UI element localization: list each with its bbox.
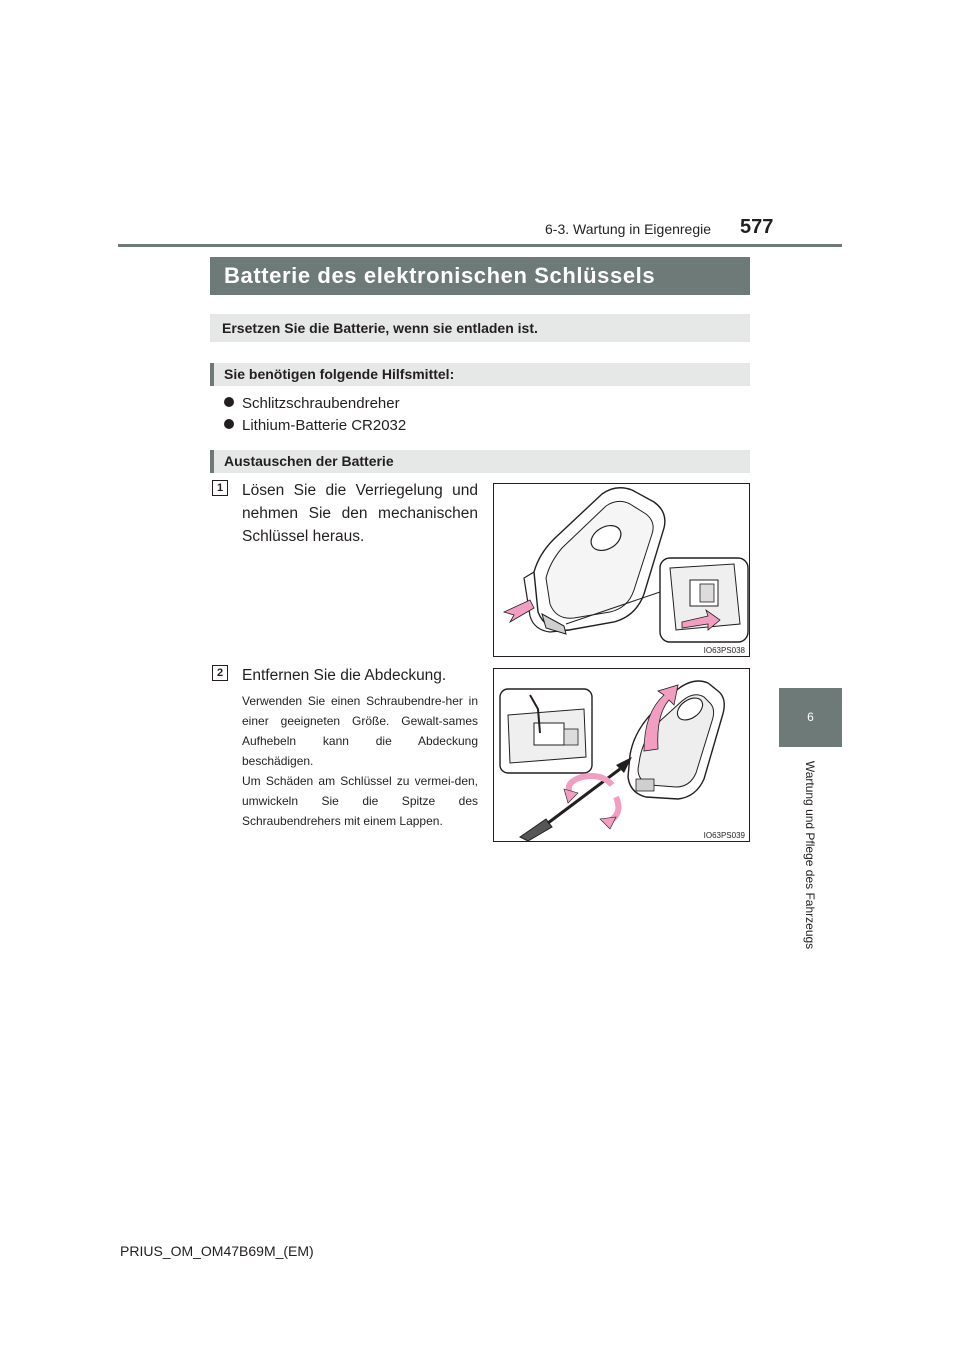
step-instruction: Entfernen Sie die Abdeckung. (242, 667, 447, 684)
replace-heading: Austauschen der Batterie (210, 450, 750, 473)
step-note: Verwenden Sie einen Schraubendre-her in einer geeigneten Größe. Gewalt-sames Aufhebeln kann die Abdeckung beschädigen. (242, 694, 478, 768)
key-unlock-illustration (493, 483, 750, 657)
page-number: 577 (740, 216, 774, 238)
figure-code: IO63PS039 (703, 831, 745, 840)
header-divider (118, 244, 842, 247)
step-number-badge: 2 (212, 665, 228, 681)
screwdriver-drawing (494, 669, 749, 841)
tool-item-label: Schlitzschraubendreher (242, 395, 400, 412)
bullet-icon (224, 419, 234, 429)
tools-heading: Sie benötigen folgende Hilfsmittel: (210, 363, 750, 386)
bullet-icon (224, 397, 234, 407)
step-number-badge: 1 (212, 480, 228, 496)
step-instruction: Lösen Sie die Verriegelung und nehmen Sie den mechanischen Schlüssel heraus. (242, 482, 478, 545)
key-fob-drawing (494, 484, 749, 656)
cover-removal-illustration (493, 668, 750, 842)
document-code: PRIUS_OM_OM47B69M_(EM) (120, 1243, 314, 1259)
figure-code: IO63PS038 (703, 646, 745, 655)
chapter-number: 6 (807, 710, 814, 724)
intro-banner: Ersetzen Sie die Batterie, wenn sie entladen ist. (210, 314, 750, 342)
tool-item-label: Lithium-Batterie CR2032 (242, 417, 407, 434)
step-note: Um Schäden am Schlüssel zu vermei-den, umwickeln Sie die Spitze des Schraubendrehers mit einem Lappen. (242, 774, 478, 828)
page-title: Batterie des elektronischen Schlüssels (210, 257, 750, 295)
section-reference: 6-3. Wartung in Eigenregie (545, 221, 712, 237)
tool-item (224, 395, 400, 412)
chapter-title: Wartung und Pflege des Fahrzeugs (803, 760, 817, 950)
tool-item (224, 417, 406, 434)
